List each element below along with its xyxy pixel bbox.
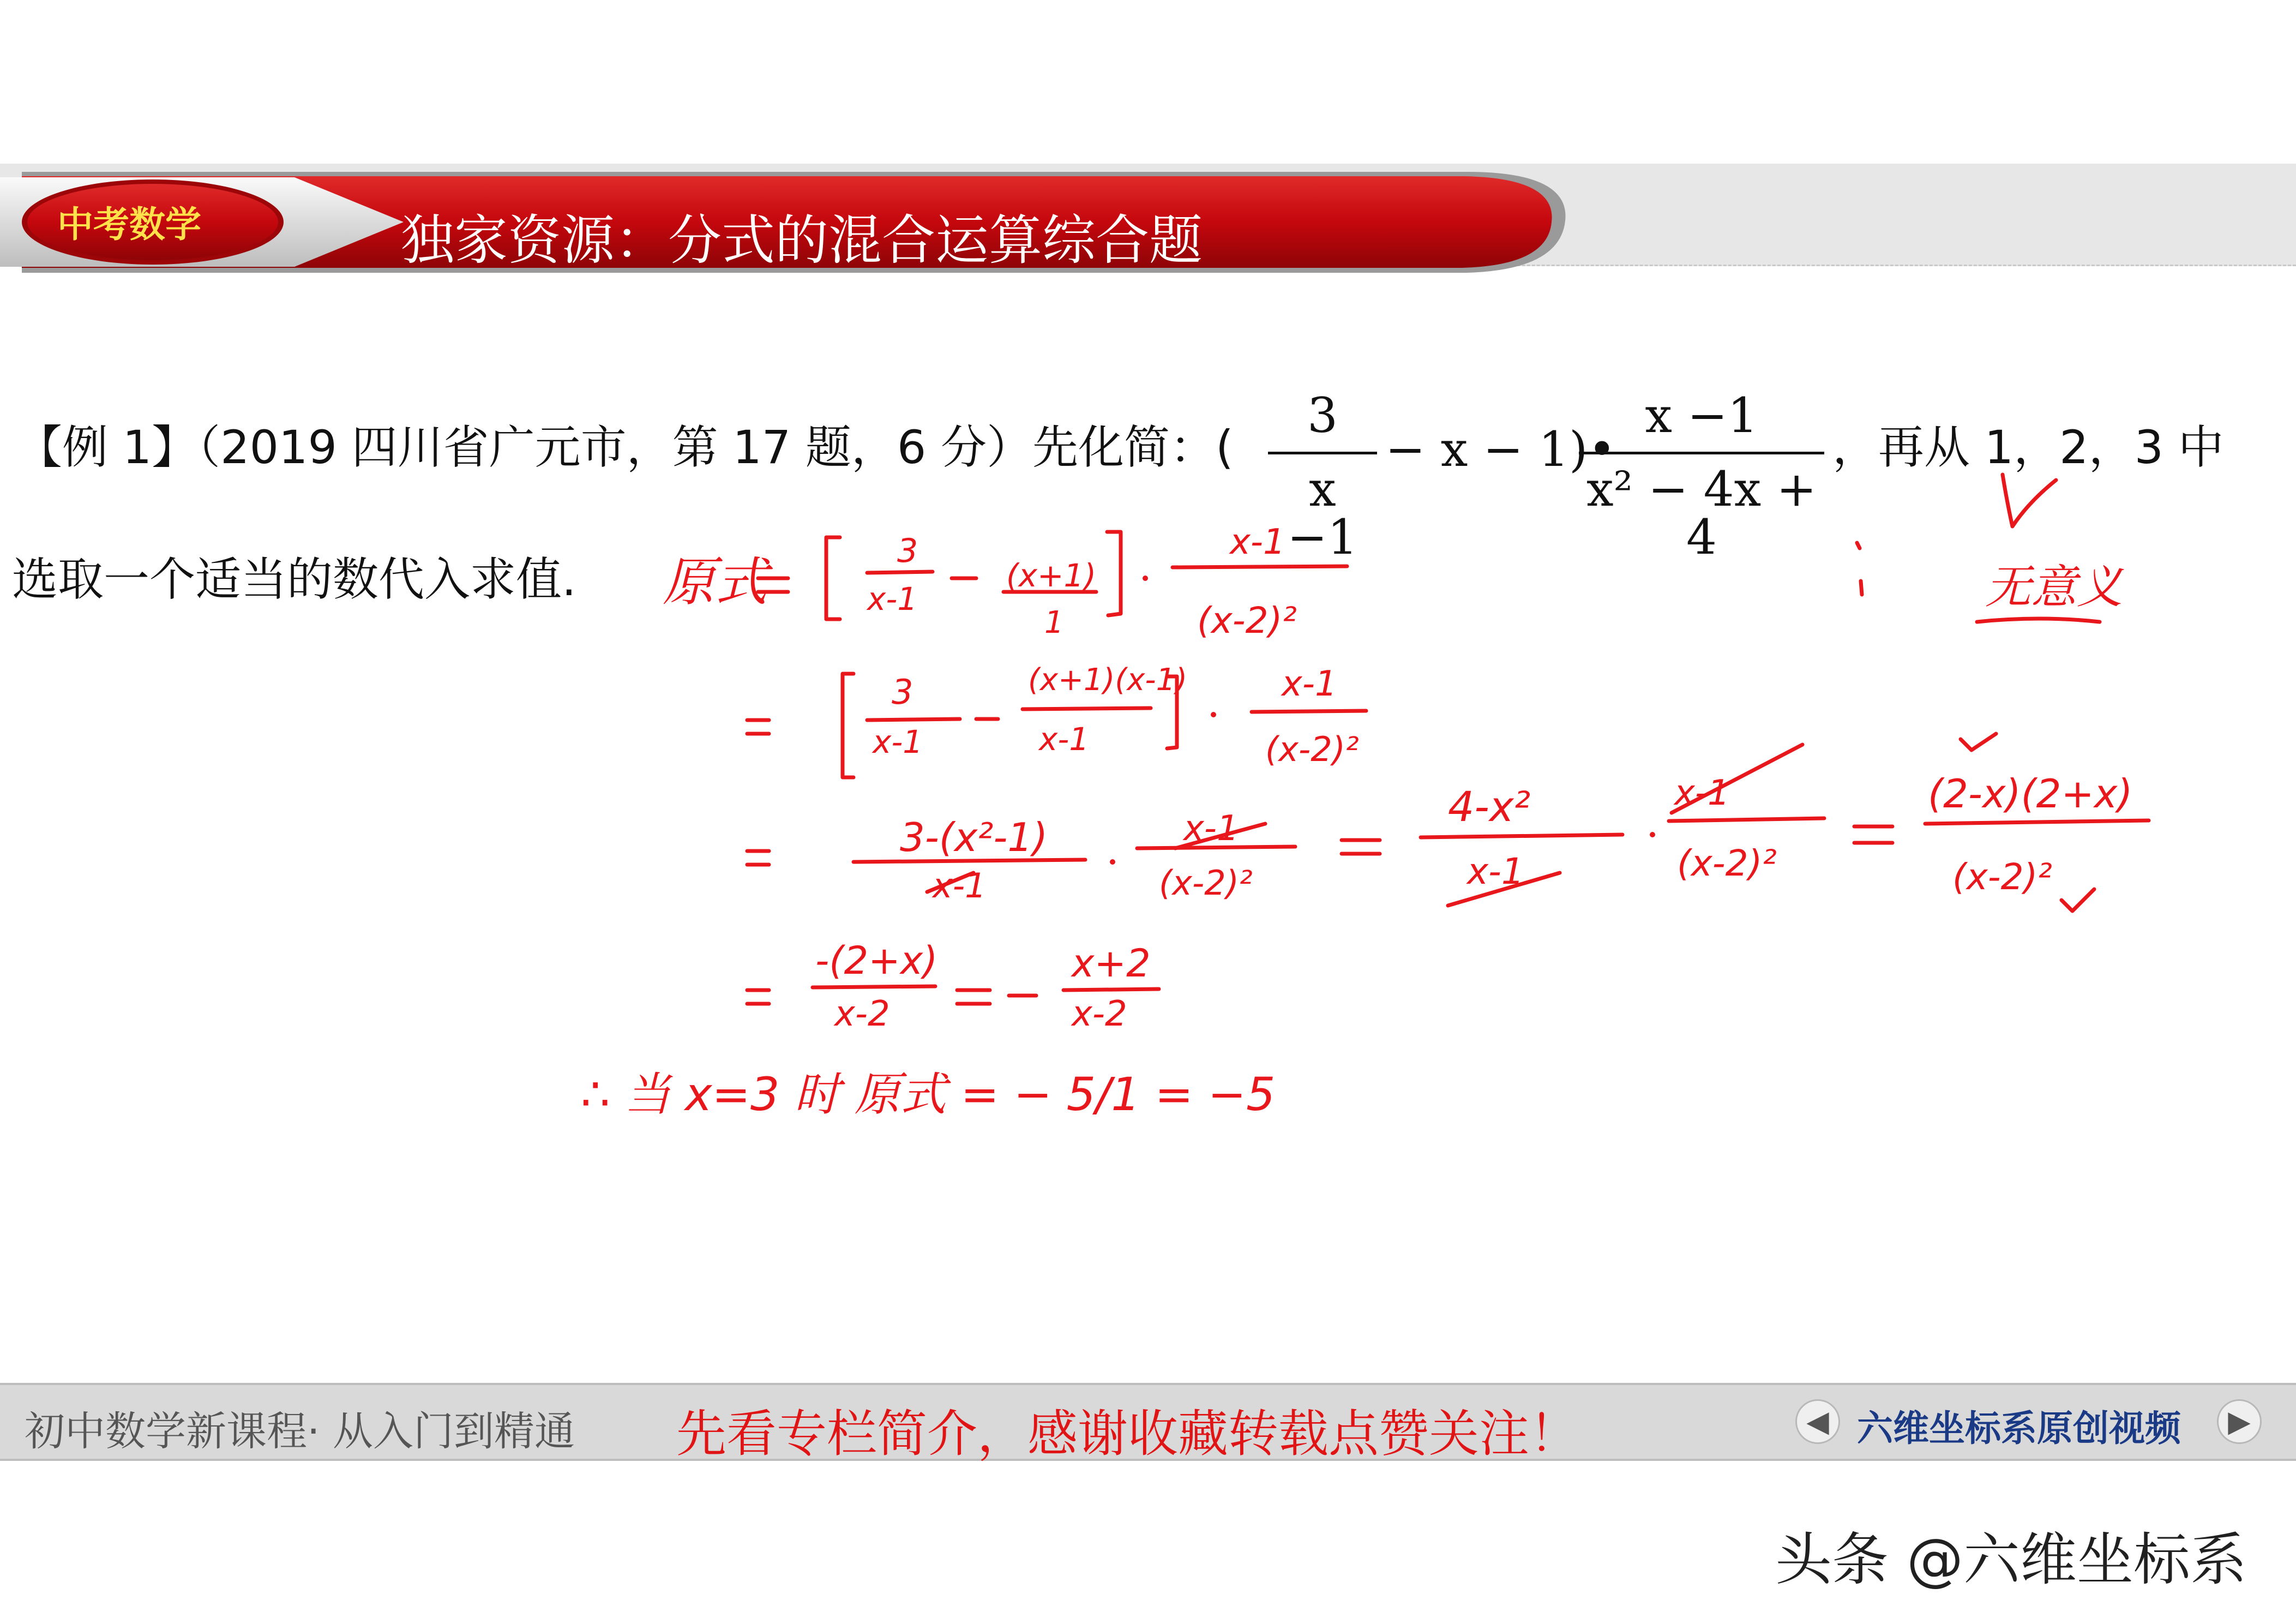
prev-arrow-icon[interactable]: ◀ [1795, 1399, 1840, 1444]
fraction-numerator: x −1 [1579, 392, 1824, 454]
fraction-numerator: 3 [1268, 392, 1377, 454]
underline-mark [1977, 619, 2100, 622]
follow-banner: 先看专栏简介，感谢收藏转载点赞关注！ [676, 1405, 1580, 1463]
svg-text:(x+1)(x-1): (x+1)(x-1) [1028, 662, 1188, 698]
substitution-line: ∴ 当 x=3 时 原式 = − 5/1 = −5 [581, 1068, 1276, 1121]
svg-text:x-1: x-1 [933, 866, 987, 906]
svg-text:x-1: x-1 [1183, 808, 1239, 849]
svg-text:x-1: x-1 [1039, 721, 1090, 758]
svg-text:x-2: x-2 [834, 994, 890, 1034]
svg-text:x-1: x-1 [1467, 850, 1524, 892]
meaningless-note: 无意义 [1985, 560, 2123, 614]
svg-text:(x-2)²: (x-2)² [1197, 600, 1297, 642]
svg-text:(x-2)²: (x-2)² [1952, 856, 2052, 898]
check-mark-icon [1961, 734, 1996, 750]
svg-text:3: 3 [897, 532, 918, 570]
problem-middle: − x − 1)• [1385, 421, 1616, 477]
problem-prefix: 【例 1】（2019 四川省广元市，第 17 题，6 分）先化简：( [16, 421, 1234, 474]
svg-text:3-(x²-1): 3-(x²-1) [900, 814, 1048, 860]
svg-text:(x-2)²: (x-2)² [1159, 863, 1253, 903]
svg-text:1: 1 [1044, 605, 1064, 640]
original-expression-label: 原式 [663, 552, 767, 613]
watermark: 头条 @六维坐标系 [1775, 1526, 2247, 1593]
svg-text:4-x²: 4-x² [1448, 782, 1531, 831]
course-label: 初中数学新课程· 从入门到精通 [25, 1408, 575, 1455]
fraction-denominator: x² − 4x + 4 [1586, 461, 1817, 565]
svg-text:(x+1): (x+1) [1006, 557, 1097, 594]
svg-text:x-1: x-1 [873, 723, 923, 760]
svg-text:x-2: x-2 [1072, 994, 1127, 1034]
svg-text:(x-2)²: (x-2)² [1265, 729, 1359, 769]
next-arrow-icon[interactable]: ▶ [2217, 1399, 2262, 1444]
svg-text:(x-2)²: (x-2)² [1677, 842, 1777, 884]
problem-suffix: ，再从 1，2，3 中 [1832, 421, 2224, 474]
svg-text:x+2: x+2 [1072, 941, 1151, 986]
subject-badge: 中考数学 [57, 203, 201, 245]
check-mark-icon [2061, 889, 2094, 911]
fraction-denominator: x −1 [1287, 461, 1358, 565]
svg-text:3: 3 [892, 672, 913, 712]
page-title: 独家资源：分式的混合运算综合题 [401, 209, 1203, 272]
check-mark-icon [2003, 475, 2056, 526]
problem-line-2: 选取一个适当的数代入求值. [12, 553, 576, 606]
svg-text:x-1: x-1 [1282, 664, 1337, 704]
therefore-marks [1857, 543, 1862, 595]
svg-text:-(2+x): -(2+x) [815, 938, 938, 983]
channel-label: 六维坐标系原创视频 [1857, 1407, 2181, 1449]
svg-text:x-1: x-1 [1230, 522, 1285, 562]
svg-text:x-1: x-1 [867, 580, 918, 618]
svg-text:x-1: x-1 [1674, 773, 1730, 813]
svg-text:(2-x)(2+x): (2-x)(2+x) [1928, 771, 2133, 817]
